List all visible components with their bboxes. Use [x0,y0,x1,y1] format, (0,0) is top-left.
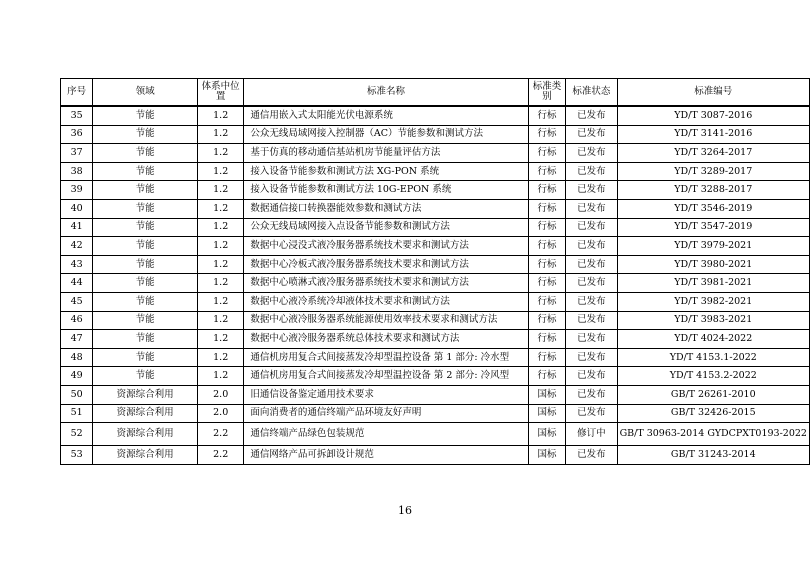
cell-seq: 51 [61,404,93,423]
cell-domain: 节能 [93,181,198,200]
cell-domain: 节能 [93,255,198,274]
cell-code: GB/T 26261-2010 [617,385,809,404]
cell-status: 已发布 [566,274,617,293]
cell-code: GB/T 32426-2015 [617,404,809,423]
cell-domain: 节能 [93,348,198,367]
cell-status: 已发布 [566,367,617,386]
cell-position: 1.2 [198,106,244,125]
page-number: 16 [398,504,412,517]
cell-seq: 48 [61,348,93,367]
cell-domain: 节能 [93,199,198,218]
cell-name: 通信机房用复合式间接蒸发冷却型温控设备 第 1 部分: 冷水型 [244,348,528,367]
cell-code: GB/T 31243-2014 [617,446,809,465]
cell-position: 1.2 [198,237,244,256]
header-status: 标准状态 [566,79,617,107]
cell-domain: 节能 [93,125,198,144]
cell-status: 已发布 [566,330,617,349]
cell-position: 2.2 [198,423,244,446]
cell-position: 1.2 [198,330,244,349]
table-row [61,446,810,465]
cell-category: 行标 [528,181,566,200]
cell-code: YD/T 3979-2021 [617,237,809,256]
cell-category: 行标 [528,218,566,237]
cell-seq: 40 [61,199,93,218]
cell-code: YD/T 3288-2017 [617,181,809,200]
cell-name: 通信机房用复合式间接蒸发冷却型温控设备 第 2 部分: 冷风型 [244,367,528,386]
cell-domain: 节能 [93,274,198,293]
cell-name: 公众无线局域网接入控制器（AC）节能参数和测试方法 [244,125,528,144]
table-row [61,162,810,181]
table-row [61,367,810,386]
table-row [61,292,810,311]
cell-name: 数据中心液冷服务器系统能源使用效率技术要求和测试方法 [244,311,528,330]
cell-category: 国标 [528,446,566,465]
cell-seq: 50 [61,385,93,404]
cell-seq: 43 [61,255,93,274]
cell-code: YD/T 3983-2021 [617,311,809,330]
cell-name: 接入设备节能参数和测试方法 XG-PON 系统 [244,162,528,181]
cell-code: YD/T 4153.1-2022 [617,348,809,367]
cell-name: 旧通信设备鉴定通用技术要求 [244,385,528,404]
cell-category: 行标 [528,125,566,144]
cell-seq: 49 [61,367,93,386]
cell-position: 1.2 [198,367,244,386]
cell-category: 国标 [528,385,566,404]
table-row [61,218,810,237]
cell-seq: 39 [61,181,93,200]
cell-name: 面向消费者的通信终端产品环境友好声明 [244,404,528,423]
cell-code: YD/T 3547-2019 [617,218,809,237]
cell-position: 2.0 [198,385,244,404]
cell-status: 已发布 [566,255,617,274]
cell-domain: 节能 [93,367,198,386]
cell-status: 已发布 [566,162,617,181]
table-header-row [61,79,810,107]
cell-name: 通信终端产品绿色包装规范 [244,423,528,446]
table-row [61,199,810,218]
cell-seq: 41 [61,218,93,237]
table-row [61,385,810,404]
cell-seq: 42 [61,237,93,256]
cell-status: 已发布 [566,125,617,144]
cell-category: 行标 [528,367,566,386]
cell-category: 行标 [528,162,566,181]
cell-position: 1.2 [198,348,244,367]
table-row [61,106,810,125]
cell-seq: 44 [61,274,93,293]
cell-status: 已发布 [566,292,617,311]
table-row [61,348,810,367]
cell-code: YD/T 3289-2017 [617,162,809,181]
header-position: 体系中位置 [198,79,244,107]
header-domain: 领域 [93,79,198,107]
cell-name: 通信用嵌入式太阳能光伏电源系统 [244,106,528,125]
cell-position: 1.2 [198,292,244,311]
cell-category: 行标 [528,255,566,274]
cell-seq: 53 [61,446,93,465]
cell-domain: 节能 [93,311,198,330]
cell-position: 1.2 [198,125,244,144]
cell-status: 修订中 [566,423,617,446]
cell-seq: 46 [61,311,93,330]
cell-code: YD/T 4024-2022 [617,330,809,349]
cell-name: 数据中心液冷系统冷却液体技术要求和测试方法 [244,292,528,311]
cell-category: 行标 [528,144,566,163]
cell-seq: 36 [61,125,93,144]
cell-domain: 节能 [93,237,198,256]
cell-category: 行标 [528,237,566,256]
cell-domain: 节能 [93,330,198,349]
cell-domain: 节能 [93,106,198,125]
cell-name: 数据中心喷淋式液冷服务器系统技术要求和测试方法 [244,274,528,293]
table-row [61,330,810,349]
cell-position: 1.2 [198,144,244,163]
cell-name: 数据中心浸没式液冷服务器系统技术要求和测试方法 [244,237,528,256]
standards-table [60,78,810,465]
cell-position: 1.2 [198,255,244,274]
cell-status: 已发布 [566,106,617,125]
cell-name: 数据通信接口转换器能效参数和测试方法 [244,199,528,218]
cell-domain: 节能 [93,218,198,237]
cell-category: 行标 [528,106,566,125]
cell-name: 通信网络产品可拆卸设计规范 [244,446,528,465]
cell-status: 已发布 [566,237,617,256]
table-row [61,237,810,256]
cell-domain: 节能 [93,144,198,163]
cell-name: 接入设备节能参数和测试方法 10G-EPON 系统 [244,181,528,200]
cell-code: GB/T 30963-2014 GYDCPXT0193-2022 [617,423,809,446]
cell-seq: 37 [61,144,93,163]
cell-status: 已发布 [566,218,617,237]
cell-domain: 资源综合利用 [93,404,198,423]
header-name: 标准名称 [244,79,528,107]
cell-domain: 节能 [93,292,198,311]
cell-status: 已发布 [566,311,617,330]
cell-position: 1.2 [198,181,244,200]
cell-seq: 38 [61,162,93,181]
cell-category: 行标 [528,311,566,330]
cell-code: YD/T 3141-2016 [617,125,809,144]
cell-code: YD/T 3264-2017 [617,144,809,163]
cell-position: 1.2 [198,218,244,237]
cell-code: YD/T 3087-2016 [617,106,809,125]
table-body [61,106,810,464]
cell-seq: 47 [61,330,93,349]
cell-position: 1.2 [198,274,244,293]
header-seq: 序号 [61,79,93,107]
cell-status: 已发布 [566,385,617,404]
cell-category: 行标 [528,292,566,311]
cell-status: 已发布 [566,348,617,367]
cell-code: YD/T 3982-2021 [617,292,809,311]
cell-category: 国标 [528,404,566,423]
cell-code: YD/T 3546-2019 [617,199,809,218]
table-row [61,274,810,293]
cell-code: YD/T 3981-2021 [617,274,809,293]
header-category: 标准类别 [528,79,566,107]
cell-name: 公众无线局域网接入点设备节能参数和测试方法 [244,218,528,237]
cell-name: 基于仿真的移动通信基站机房节能量评估方法 [244,144,528,163]
cell-name: 数据中心冷板式液冷服务器系统技术要求和测试方法 [244,255,528,274]
cell-status: 已发布 [566,446,617,465]
table-row [61,423,810,446]
cell-status: 已发布 [566,404,617,423]
table-row [61,181,810,200]
cell-position: 2.2 [198,446,244,465]
cell-code: YD/T 4153.2-2022 [617,367,809,386]
cell-domain: 资源综合利用 [93,423,198,446]
cell-category: 行标 [528,274,566,293]
cell-status: 已发布 [566,181,617,200]
cell-seq: 45 [61,292,93,311]
cell-position: 1.2 [198,199,244,218]
table-row [61,144,810,163]
cell-position: 2.0 [198,404,244,423]
table-row [61,255,810,274]
cell-domain: 资源综合利用 [93,446,198,465]
table-row [61,311,810,330]
cell-category: 行标 [528,199,566,218]
table-row [61,404,810,423]
cell-domain: 资源综合利用 [93,385,198,404]
cell-position: 1.2 [198,311,244,330]
cell-status: 已发布 [566,199,617,218]
cell-code: YD/T 3980-2021 [617,255,809,274]
cell-category: 行标 [528,330,566,349]
header-code: 标准编号 [617,79,809,107]
cell-domain: 节能 [93,162,198,181]
cell-position: 1.2 [198,162,244,181]
cell-name: 数据中心液冷服务器系统总体技术要求和测试方法 [244,330,528,349]
cell-status: 已发布 [566,144,617,163]
cell-category: 行标 [528,348,566,367]
cell-seq: 35 [61,106,93,125]
cell-category: 国标 [528,423,566,446]
table-row [61,125,810,144]
cell-seq: 52 [61,423,93,446]
